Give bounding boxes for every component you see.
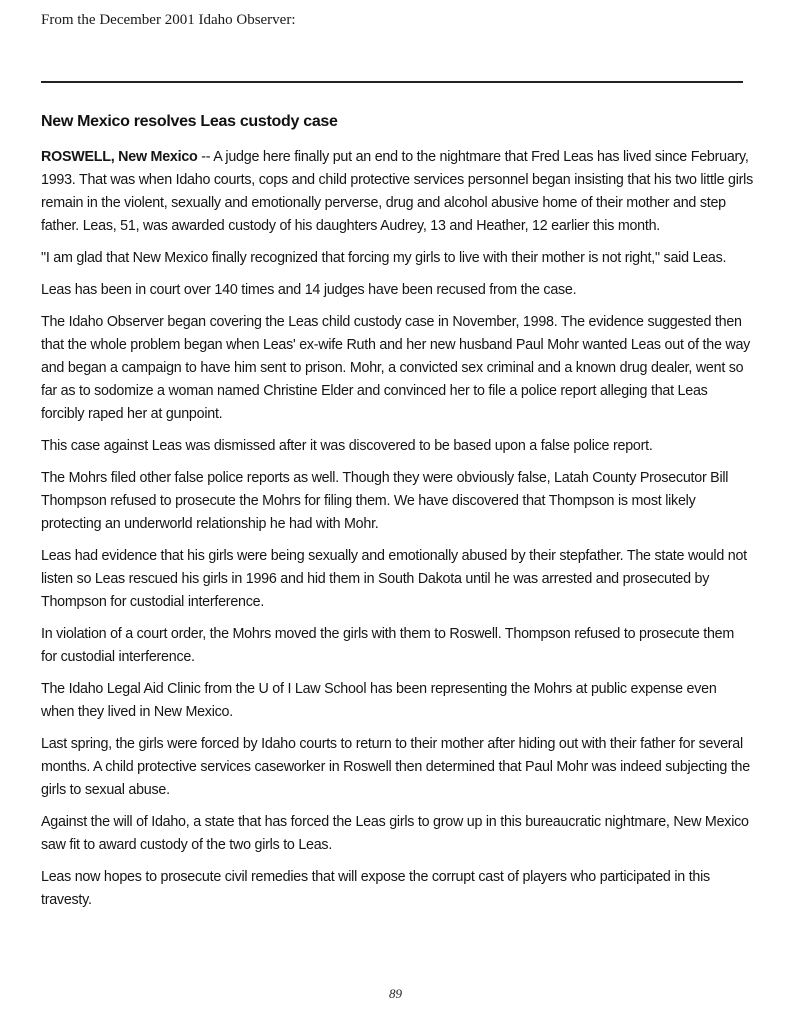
paragraph: The Mohrs filed other false police reports as well. Though they were obviously false, Latah County Prosecutor Bill Thompson refused to prosecute the Mohrs for filing them. We have discovered that Thompson is most likely protecting an underworld relationship he had with Mohr. [41,470,729,532]
paragraph: The Idaho Legal Aid Clinic from the U of I Law School has been representing the Mohrs at public expense even when they lived in New Mexico. [41,681,717,720]
article-body [41,146,753,921]
paragraph: The Idaho Observer began covering the Leas child custody case in November, 1998. The evidence suggested then that the whole problem began when Leas' ex-wife Ruth and her new husband Paul Mohr wanted Leas out of the way and began a campaign to have him sent to prison. Mohr, a convicted sex criminal and a known drug dealer, went so far as to sodomize a woman named Christine Elder and convinced her to file a police report alleging that Leas forcibly raped her at gunpoint. [41,314,751,422]
horizontal-rule [41,81,743,83]
dateline: ROSWELL, New Mexico [41,149,198,165]
paragraph-quote: "I am glad that New Mexico finally recognized that forcing my girls to live with their mother is not right," said Leas. [41,250,727,266]
paragraph: Against the will of Idaho, a state that has forced the Leas girls to grow up in this bureaucratic nightmare, New Mexico saw fit to award custody of the two girls to Leas. [41,814,749,853]
paragraph: Leas has been in court over 140 times and 14 judges have been recused from the case. [41,282,577,298]
paragraph: Leas had evidence that his girls were being sexually and emotionally abused by their stepfather. The state would not listen so Leas rescued his girls in 1996 and hid them in South Dakota until he was arrested and prosecuted by Thompson for custodial interference. [41,548,747,610]
page-number: 89 [389,986,402,1001]
paragraph: In violation of a court order, the Mohrs moved the girls with them to Roswell. Thompson refused to prosecute them for custodial interference. [41,626,735,665]
paragraph: This case against Leas was dismissed after it was discovered to be based upon a false police report. [41,438,653,454]
paragraph: Leas now hopes to prosecute civil remedies that will expose the corrupt cast of players who participated in this travesty. [41,869,710,908]
paragraph: Last spring, the girls were forced by Idaho courts to return to their mother after hiding out with their father for several months. A child protective services caseworker in Roswell then determined that Paul Mohr was indeed subjecting the girls to sexual abuse. [41,736,750,798]
lead-text: -- A judge here finally put an end to the nightmare that Fred Leas has lived since February, 1993. That was when Idaho courts, cops and child protective services personnel began insisting that his two little girls remain in the violent, sexually and emotionally perverse, drug and alcohol abusive home of their mother and step father. Leas, 51, was awarded custody of his daughters Audrey, 13 and Heather, 12 earlier this month. [41,149,753,234]
paragraph-lead [41,146,753,238]
source-line: From the December 2001 Idaho Observer: [41,12,296,28]
article-headline: New Mexico resolves Leas custody case [41,113,338,130]
